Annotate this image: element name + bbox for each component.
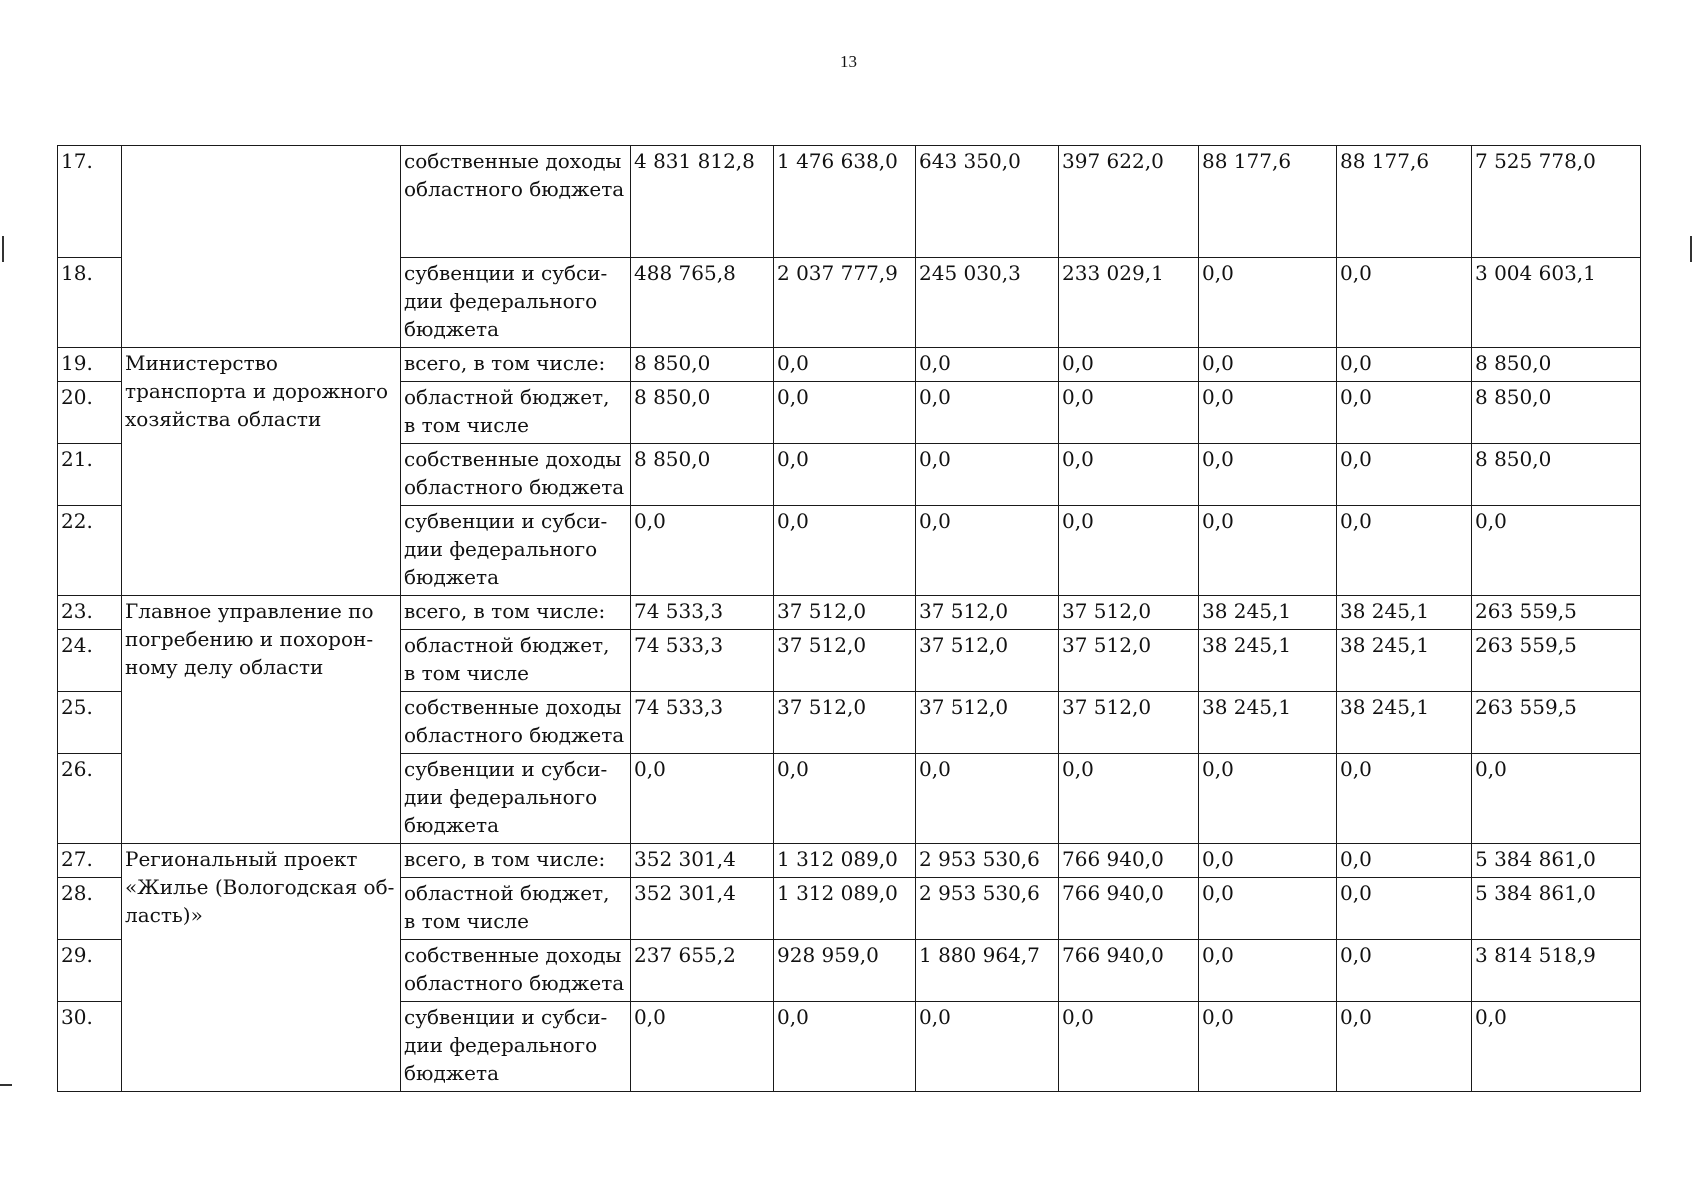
row-number: 24. — [58, 630, 122, 692]
value-cell: 766 940,0 — [1059, 878, 1199, 940]
value-cell: 0,0 — [916, 382, 1059, 444]
value-cell: 0,0 — [1337, 382, 1472, 444]
value-cell: 37 512,0 — [916, 692, 1059, 754]
value-cell: 37 512,0 — [774, 596, 916, 630]
value-cell: 8 850,0 — [631, 382, 774, 444]
value-cell: 37 512,0 — [774, 692, 916, 754]
value-cell: 38 245,1 — [1199, 692, 1337, 754]
value-cell: 1 476 638,0 — [774, 146, 916, 258]
value-cell: 0,0 — [1199, 844, 1337, 878]
total-cell: 0,0 — [1472, 506, 1641, 596]
value-cell: 0,0 — [1199, 382, 1337, 444]
executor-cell: Министерство транспорта и дорожного хозяйства области — [122, 348, 401, 596]
value-cell: 2 953 530,6 — [916, 878, 1059, 940]
value-cell: 74 533,3 — [631, 596, 774, 630]
total-cell: 5 384 861,0 — [1472, 844, 1641, 878]
value-cell: 0,0 — [1059, 754, 1199, 844]
value-cell: 0,0 — [1199, 878, 1337, 940]
value-cell: 0,0 — [1337, 844, 1472, 878]
value-cell: 88 177,6 — [1337, 146, 1472, 258]
row-number: 25. — [58, 692, 122, 754]
executor-cell — [122, 146, 401, 348]
table-row — [58, 146, 1641, 258]
total-cell: 3 814 518,9 — [1472, 940, 1641, 1002]
total-cell: 0,0 — [1472, 1002, 1641, 1092]
row-number: 20. — [58, 382, 122, 444]
total-cell: 5 384 861,0 — [1472, 878, 1641, 940]
row-number: 17. — [58, 146, 122, 258]
funding-source: областной бюджет, в том числе — [401, 382, 631, 444]
value-cell: 37 512,0 — [916, 596, 1059, 630]
value-cell: 38 245,1 — [1199, 596, 1337, 630]
total-cell: 263 559,5 — [1472, 596, 1641, 630]
value-cell: 488 765,8 — [631, 258, 774, 348]
value-cell: 74 533,3 — [631, 692, 774, 754]
table-row — [58, 844, 1641, 878]
value-cell: 245 030,3 — [916, 258, 1059, 348]
value-cell: 0,0 — [1199, 940, 1337, 1002]
total-cell: 263 559,5 — [1472, 692, 1641, 754]
total-cell: 0,0 — [1472, 754, 1641, 844]
value-cell: 0,0 — [774, 382, 916, 444]
row-number: 27. — [58, 844, 122, 878]
value-cell: 38 245,1 — [1337, 692, 1472, 754]
value-cell: 0,0 — [1199, 258, 1337, 348]
total-cell: 7 525 778,0 — [1472, 146, 1641, 258]
value-cell: 0,0 — [1199, 444, 1337, 506]
value-cell: 928 959,0 — [774, 940, 916, 1002]
funding-source: областной бюджет, в том числе — [401, 878, 631, 940]
table-row — [58, 348, 1641, 382]
value-cell: 37 512,0 — [1059, 630, 1199, 692]
funding-source: всего, в том числе: — [401, 844, 631, 878]
value-cell: 0,0 — [1337, 348, 1472, 382]
row-number: 18. — [58, 258, 122, 348]
value-cell: 397 622,0 — [1059, 146, 1199, 258]
value-cell: 233 029,1 — [1059, 258, 1199, 348]
value-cell: 0,0 — [1199, 506, 1337, 596]
value-cell: 74 533,3 — [631, 630, 774, 692]
funding-source: всего, в том числе: — [401, 596, 631, 630]
value-cell: 0,0 — [774, 1002, 916, 1092]
value-cell: 0,0 — [1337, 506, 1472, 596]
row-number: 22. — [58, 506, 122, 596]
value-cell: 38 245,1 — [1199, 630, 1337, 692]
value-cell: 0,0 — [916, 506, 1059, 596]
value-cell: 352 301,4 — [631, 844, 774, 878]
value-cell: 766 940,0 — [1059, 940, 1199, 1002]
value-cell: 88 177,6 — [1199, 146, 1337, 258]
funding-source: собственные доходы областного бюджета — [401, 444, 631, 506]
value-cell: 766 940,0 — [1059, 844, 1199, 878]
value-cell: 2 037 777,9 — [774, 258, 916, 348]
funding-source: всего, в том числе: — [401, 348, 631, 382]
page-number: 13 — [840, 52, 857, 71]
table-row — [58, 596, 1641, 630]
funding-source: собственные доходы областного бюджета — [401, 146, 631, 258]
value-cell: 352 301,4 — [631, 878, 774, 940]
value-cell: 0,0 — [774, 506, 916, 596]
funding-source: собственные доходы областного бюджета — [401, 692, 631, 754]
value-cell: 1 312 089,0 — [774, 878, 916, 940]
funding-source: субвенции и субси-дии федерального бюджета — [401, 1002, 631, 1092]
value-cell: 8 850,0 — [631, 348, 774, 382]
row-number: 21. — [58, 444, 122, 506]
value-cell: 4 831 812,8 — [631, 146, 774, 258]
row-number: 29. — [58, 940, 122, 1002]
value-cell: 0,0 — [1199, 348, 1337, 382]
value-cell: 37 512,0 — [1059, 692, 1199, 754]
scan-edge-mark — [0, 1084, 12, 1086]
value-cell: 0,0 — [1199, 1002, 1337, 1092]
executor-cell: Главное управление по погребению и похорон-ному делу области — [122, 596, 401, 844]
funding-source: субвенции и субси-дии федерального бюджета — [401, 754, 631, 844]
value-cell: 0,0 — [774, 348, 916, 382]
value-cell: 0,0 — [631, 1002, 774, 1092]
value-cell: 0,0 — [916, 754, 1059, 844]
value-cell: 0,0 — [1059, 348, 1199, 382]
value-cell: 37 512,0 — [1059, 596, 1199, 630]
executor-cell: Региональный проект «Жилье (Вологодская об-ласть)» — [122, 844, 401, 1092]
row-number: 26. — [58, 754, 122, 844]
value-cell: 0,0 — [774, 444, 916, 506]
value-cell: 0,0 — [774, 754, 916, 844]
value-cell: 0,0 — [1337, 1002, 1472, 1092]
total-cell: 263 559,5 — [1472, 630, 1641, 692]
value-cell: 643 350,0 — [916, 146, 1059, 258]
budget-table — [57, 145, 1641, 1092]
value-cell: 0,0 — [1059, 1002, 1199, 1092]
value-cell: 0,0 — [1337, 878, 1472, 940]
value-cell: 8 850,0 — [631, 444, 774, 506]
value-cell: 1 312 089,0 — [774, 844, 916, 878]
row-number: 23. — [58, 596, 122, 630]
scan-edge-mark — [2, 236, 4, 262]
value-cell: 0,0 — [1199, 754, 1337, 844]
row-number: 19. — [58, 348, 122, 382]
value-cell: 38 245,1 — [1337, 630, 1472, 692]
value-cell: 0,0 — [916, 1002, 1059, 1092]
total-cell: 3 004 603,1 — [1472, 258, 1641, 348]
value-cell: 0,0 — [1337, 940, 1472, 1002]
value-cell: 38 245,1 — [1337, 596, 1472, 630]
value-cell: 0,0 — [631, 754, 774, 844]
total-cell: 8 850,0 — [1472, 348, 1641, 382]
value-cell: 237 655,2 — [631, 940, 774, 1002]
funding-source: собственные доходы областного бюджета — [401, 940, 631, 1002]
row-number: 30. — [58, 1002, 122, 1092]
funding-source: областной бюджет, в том числе — [401, 630, 631, 692]
value-cell: 2 953 530,6 — [916, 844, 1059, 878]
row-number: 28. — [58, 878, 122, 940]
value-cell: 0,0 — [916, 444, 1059, 506]
total-cell: 8 850,0 — [1472, 382, 1641, 444]
value-cell: 0,0 — [1337, 444, 1472, 506]
value-cell: 37 512,0 — [916, 630, 1059, 692]
scan-edge-mark — [1690, 236, 1692, 262]
value-cell: 0,0 — [631, 506, 774, 596]
value-cell: 0,0 — [1059, 382, 1199, 444]
value-cell: 0,0 — [916, 348, 1059, 382]
value-cell: 0,0 — [1337, 258, 1472, 348]
value-cell: 0,0 — [1337, 754, 1472, 844]
value-cell: 1 880 964,7 — [916, 940, 1059, 1002]
value-cell: 0,0 — [1059, 444, 1199, 506]
total-cell: 8 850,0 — [1472, 444, 1641, 506]
funding-source: субвенции и субси-дии федерального бюджета — [401, 258, 631, 348]
funding-source: субвенции и субси-дии федерального бюджета — [401, 506, 631, 596]
value-cell: 0,0 — [1059, 506, 1199, 596]
value-cell: 37 512,0 — [774, 630, 916, 692]
